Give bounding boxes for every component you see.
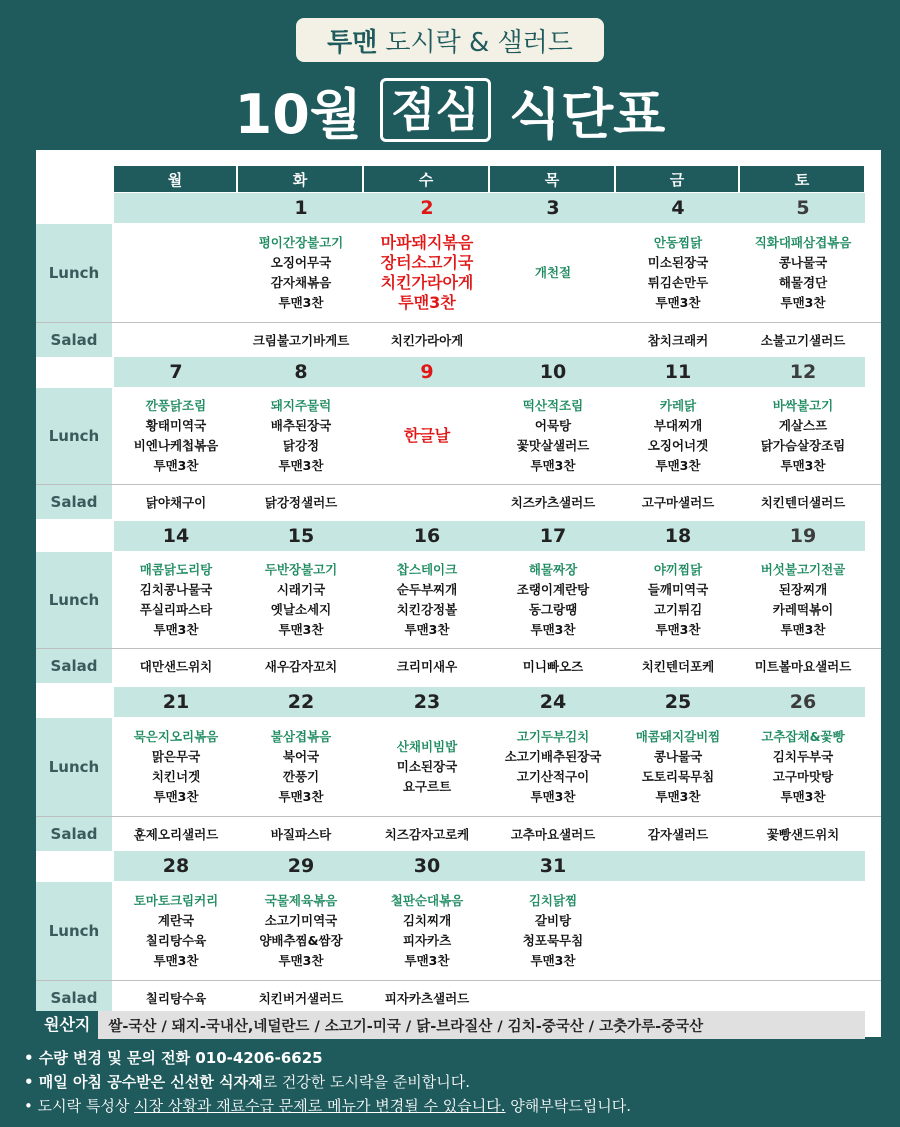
side-dish: 투맨3찬 [404,622,450,637]
salad-cell: 고추마요샐러드 [510,827,596,842]
lunch-cell [740,552,866,648]
main-dish: 버섯불고기전골 [760,562,846,577]
date-number: 23 [413,691,441,713]
salad-cell: 닭야채구이 [145,495,207,510]
lunch-cell [364,552,490,648]
lunch-cell [364,224,490,322]
date-number: 30 [413,855,441,877]
salad-cell: 칠리탕수육 [145,991,207,1006]
side-dish: 튀김손만두 [647,275,709,290]
main-dish: 돼지주물럭 [270,398,332,413]
brand-subtitle: 도시락 & 샐러드 [385,27,573,58]
lunch-cell [238,388,364,484]
date-number: 18 [664,525,692,547]
notes [24,1046,631,1118]
lunch-cell [364,882,490,980]
side-dish: 미소된장국 [647,255,709,270]
side-dish: 투맨3찬 [278,953,324,968]
side-dish: 투맨3찬 [404,953,450,968]
lunch-cell [740,718,866,816]
side-dish: 피자카츠 [402,933,452,948]
side-dish: 김치두부국 [772,749,834,764]
side-dish: 감자채볶음 [270,275,332,290]
lunch-cell [364,718,490,816]
row-label-lunch: Lunch [36,388,112,484]
page-title [0,70,900,150]
brand-name: 투맨 [327,27,378,58]
side-dish: 투맨3찬 [530,953,576,968]
row-label-lunch: Lunch [36,882,112,980]
day-header-5: 토 [740,166,864,192]
day-header-1: 화 [238,166,362,192]
side-dish: 투맨3찬 [780,622,826,637]
side-dish: 꽃맛살샐러드 [516,438,590,453]
row-label-salad: Salad [36,981,112,1015]
note-fresh: • 매일 아침 공수받은 신선한 식자재로 건강한 도시락을 준비합니다. [24,1073,471,1091]
side-dish: 배추된장국 [270,418,332,433]
side-dish: 카레떡볶이 [772,602,834,617]
main-dish: 바싹불고기 [772,398,834,413]
side-dish: 조랭이계란탕 [516,582,590,597]
row-label-salad: Salad [36,649,112,683]
side-dish: 투맨3찬 [530,789,576,804]
main-dish: 안동찜닭 [653,235,703,250]
side-dish: 고기튀김 [653,602,703,617]
side-dish: 투맨3찬 [278,458,324,473]
date-number: 26 [789,691,817,713]
lunch-cell [114,552,238,648]
date-number: 25 [664,691,692,713]
main-dish: 해물짜장 [528,562,578,577]
side-dish: 황태미역국 [145,418,207,433]
main-dish: 찹스테이크 [396,562,458,577]
salad-cell: 크림불고기바게트 [252,333,350,348]
date-number: 16 [413,525,441,547]
lunch-cell [490,718,616,816]
side-dish: 투맨3찬 [153,458,199,473]
side-dish: 투맨3찬 [278,789,324,804]
side-dish: 오징어너겟 [647,438,709,453]
title-boxed: 점심 [380,78,491,142]
side-dish: 요구르트 [402,779,452,794]
salad-cell [740,981,866,1015]
main-dish: 직화대패삼겹볶음 [754,235,852,250]
lunch-cell [740,882,866,980]
day-header-4: 금 [616,166,738,192]
row-label-lunch: Lunch [36,552,112,648]
holiday-name: 치킨가라아게 [380,273,474,292]
lunch-cell [616,388,740,484]
side-dish: 어묵탕 [534,418,572,433]
lunch-cell [740,388,866,484]
salad-cell: 치즈감자고로케 [384,827,470,842]
salad-cell: 고구마샐러드 [641,495,715,510]
side-dish: 해물경단 [778,275,828,290]
holiday-name: 투맨3찬 [398,293,456,312]
side-dish: 콩나물국 [653,749,703,764]
salad-cell [490,981,616,1015]
date-number: 1 [294,197,308,219]
lunch-cell [114,224,238,322]
title-rest: 식단표 [508,82,666,146]
side-dish: 시래기국 [276,582,326,597]
salad-cell: 피자카츠샐러드 [384,991,470,1006]
salad-cell: 치킨버거샐러드 [258,991,344,1006]
main-dish: 개천절 [534,265,572,280]
side-dish: 투맨3찬 [780,458,826,473]
side-dish: 게살스프 [778,418,828,433]
side-dish: 동그랑땡 [528,602,578,617]
lunch-cell [238,552,364,648]
main-dish: 산채비빔밥 [396,739,458,754]
date-number: 31 [539,855,567,877]
date-number: 4 [671,197,685,219]
side-dish: 치킨너겟 [151,769,201,784]
side-dish: 투맨3찬 [153,953,199,968]
side-dish: 고기산적구이 [516,769,590,784]
date-number: 14 [162,525,190,547]
lunch-cell [616,224,740,322]
side-dish: 계란국 [157,913,195,928]
note-phone: • 수량 변경 및 문의 전화 010-4206-6625 [24,1049,323,1067]
main-dish: 깐풍닭조림 [145,398,207,413]
side-dish: 고구마맛탕 [772,769,834,784]
side-dish: 투맨3찬 [530,458,576,473]
date-number: 7 [169,361,183,383]
side-dish: 오징어무국 [270,255,332,270]
date-number [114,193,238,223]
main-dish: 토마토크림커리 [133,893,219,908]
salad-cell: 참치크래커 [647,333,709,348]
lunch-cell [114,718,238,816]
side-dish: 맑은무국 [151,749,201,764]
main-dish: 고추잡채&꽃빵 [761,729,845,744]
side-dish: 김치찌개 [402,913,452,928]
holiday-name: 한글날 [403,426,451,445]
main-dish: 김치닭찜 [528,893,578,908]
date-number: 21 [162,691,190,713]
side-dish: 옛날소세지 [270,602,332,617]
side-dish: 닭강정 [282,438,320,453]
date-number: 2 [420,197,434,219]
lunch-cell [238,718,364,816]
salad-cell: 치킨가라아게 [390,333,464,348]
date-number: 19 [789,525,817,547]
date-number: 24 [539,691,567,713]
salad-cell: 치즈카츠샐러드 [510,495,596,510]
side-dish: 투맨3찬 [530,622,576,637]
row-label-lunch: Lunch [36,718,112,816]
date-number: 29 [287,855,315,877]
date-number: 5 [796,197,810,219]
main-dish: 떡산적조림 [522,398,584,413]
salad-cell [364,485,490,519]
main-dish: 철판순대볶음 [390,893,464,908]
main-dish: 카레닭 [659,398,697,413]
side-dish: 깐풍기 [282,769,320,784]
side-dish: 양배추찜&쌈장 [259,933,343,948]
salad-cell: 꽃빵샌드위치 [766,827,840,842]
lunch-cell [616,882,740,980]
side-dish: 투맨3찬 [153,789,199,804]
date-number: 22 [287,691,315,713]
side-dish: 들깨미역국 [647,582,709,597]
side-dish: 비엔나케첩볶음 [133,438,219,453]
row-label-salad: Salad [36,817,112,851]
date-number: 17 [539,525,567,547]
side-dish: 투맨3찬 [655,295,701,310]
side-dish: 투맨3찬 [780,789,826,804]
lunch-cell [238,224,364,322]
date-number [740,851,866,881]
side-dish: 투맨3찬 [655,622,701,637]
date-number: 15 [287,525,315,547]
side-dish: 부대찌개 [653,418,703,433]
main-dish: 야끼찜닭 [653,562,703,577]
side-dish: 북어국 [282,749,320,764]
brand-badge [296,18,604,62]
side-dish: 소고기미역국 [264,913,338,928]
side-dish: 닭가슴살장조림 [760,438,846,453]
date-number: 8 [294,361,308,383]
row-label-salad: Salad [36,323,112,357]
origin-label: 원산지 [36,1011,98,1039]
side-dish: 미소된장국 [396,759,458,774]
row-label-lunch: Lunch [36,224,112,322]
main-dish: 국물제육볶음 [264,893,338,908]
origin-bar [36,1011,865,1039]
salad-cell: 소불고기샐러드 [760,333,846,348]
date-number [616,851,740,881]
lunch-cell [616,718,740,816]
side-dish: 소고기배추된장국 [504,749,602,764]
side-dish: 김치콩나물국 [139,582,213,597]
main-dish: 평이간장불고기 [258,235,344,250]
lunch-cell [616,552,740,648]
lunch-cell [490,388,616,484]
day-header-3: 목 [490,166,614,192]
lunch-cell [364,388,490,484]
salad-cell [114,323,238,357]
side-dish: 푸실리파스타 [139,602,213,617]
lunch-cell [114,882,238,980]
main-dish: 불삼겹볶음 [270,729,332,744]
title-month: 10월 [234,82,362,146]
holiday-name: 장터소고기국 [380,253,474,272]
salad-cell: 치킨텐더포케 [641,659,715,674]
side-dish: 콩나물국 [778,255,828,270]
main-dish: 묵은지오리볶음 [133,729,219,744]
lunch-cell [114,388,238,484]
lunch-cell [490,552,616,648]
lunch-cell [490,882,616,980]
day-header-2: 수 [364,166,488,192]
date-number: 12 [789,361,817,383]
salad-cell: 닭강정샐러드 [264,495,338,510]
origin-text: 쌀-국산 / 돼지-국내산,네덜란드 / 소고기-미국 / 닭-브라질산 / 김치-중국산 / 고춧가루-중국산 [108,1018,704,1035]
date-number: 11 [664,361,692,383]
salad-cell: 대만샌드위치 [139,659,213,674]
salad-cell: 바질파스타 [270,827,332,842]
salad-cell: 크리미새우 [396,659,458,674]
salad-cell: 미트볼마요샐러드 [754,659,852,674]
main-dish: 매콤돼지갈비찜 [635,729,721,744]
holiday-name: 마파돼지볶음 [380,233,474,252]
main-dish: 두반장불고기 [264,562,338,577]
note-change: • 도시락 특성상 시장 상황과 재료수급 문제로 메뉴가 변경될 수 있습니다. 양해부탁드립니다. [24,1097,631,1115]
side-dish: 투맨3찬 [278,295,324,310]
row-label-salad: Salad [36,485,112,519]
side-dish: 칠리탕수육 [145,933,207,948]
main-dish: 고기두부김치 [516,729,590,744]
side-dish: 청포묵무침 [522,933,584,948]
salad-cell [616,981,740,1015]
salad-cell: 치킨텐더샐러드 [760,495,846,510]
main-dish: 매콤닭도리탕 [139,562,213,577]
lunch-cell [238,882,364,980]
side-dish: 된장찌개 [778,582,828,597]
date-number: 9 [420,361,434,383]
side-dish: 투맨3찬 [655,458,701,473]
salad-cell: 새우감자꼬치 [264,659,338,674]
salad-cell [490,323,616,357]
side-dish: 순두부찌개 [396,582,458,597]
lunch-cell [740,224,866,322]
day-header-0: 월 [114,166,236,192]
lunch-cell [490,224,616,322]
date-number: 10 [539,361,567,383]
date-number: 3 [546,197,560,219]
side-dish: 도토리묵무침 [641,769,715,784]
side-dish: 투맨3찬 [780,295,826,310]
side-dish: 투맨3찬 [278,622,324,637]
side-dish: 투맨3찬 [655,789,701,804]
salad-cell: 감자샐러드 [647,827,709,842]
side-dish: 치킨강정볼 [396,602,458,617]
salad-cell: 훈제오리샐러드 [133,827,219,842]
side-dish: 투맨3찬 [153,622,199,637]
side-dish: 갈비탕 [534,913,572,928]
date-number: 28 [162,855,190,877]
salad-cell: 미니빠오즈 [522,659,584,674]
